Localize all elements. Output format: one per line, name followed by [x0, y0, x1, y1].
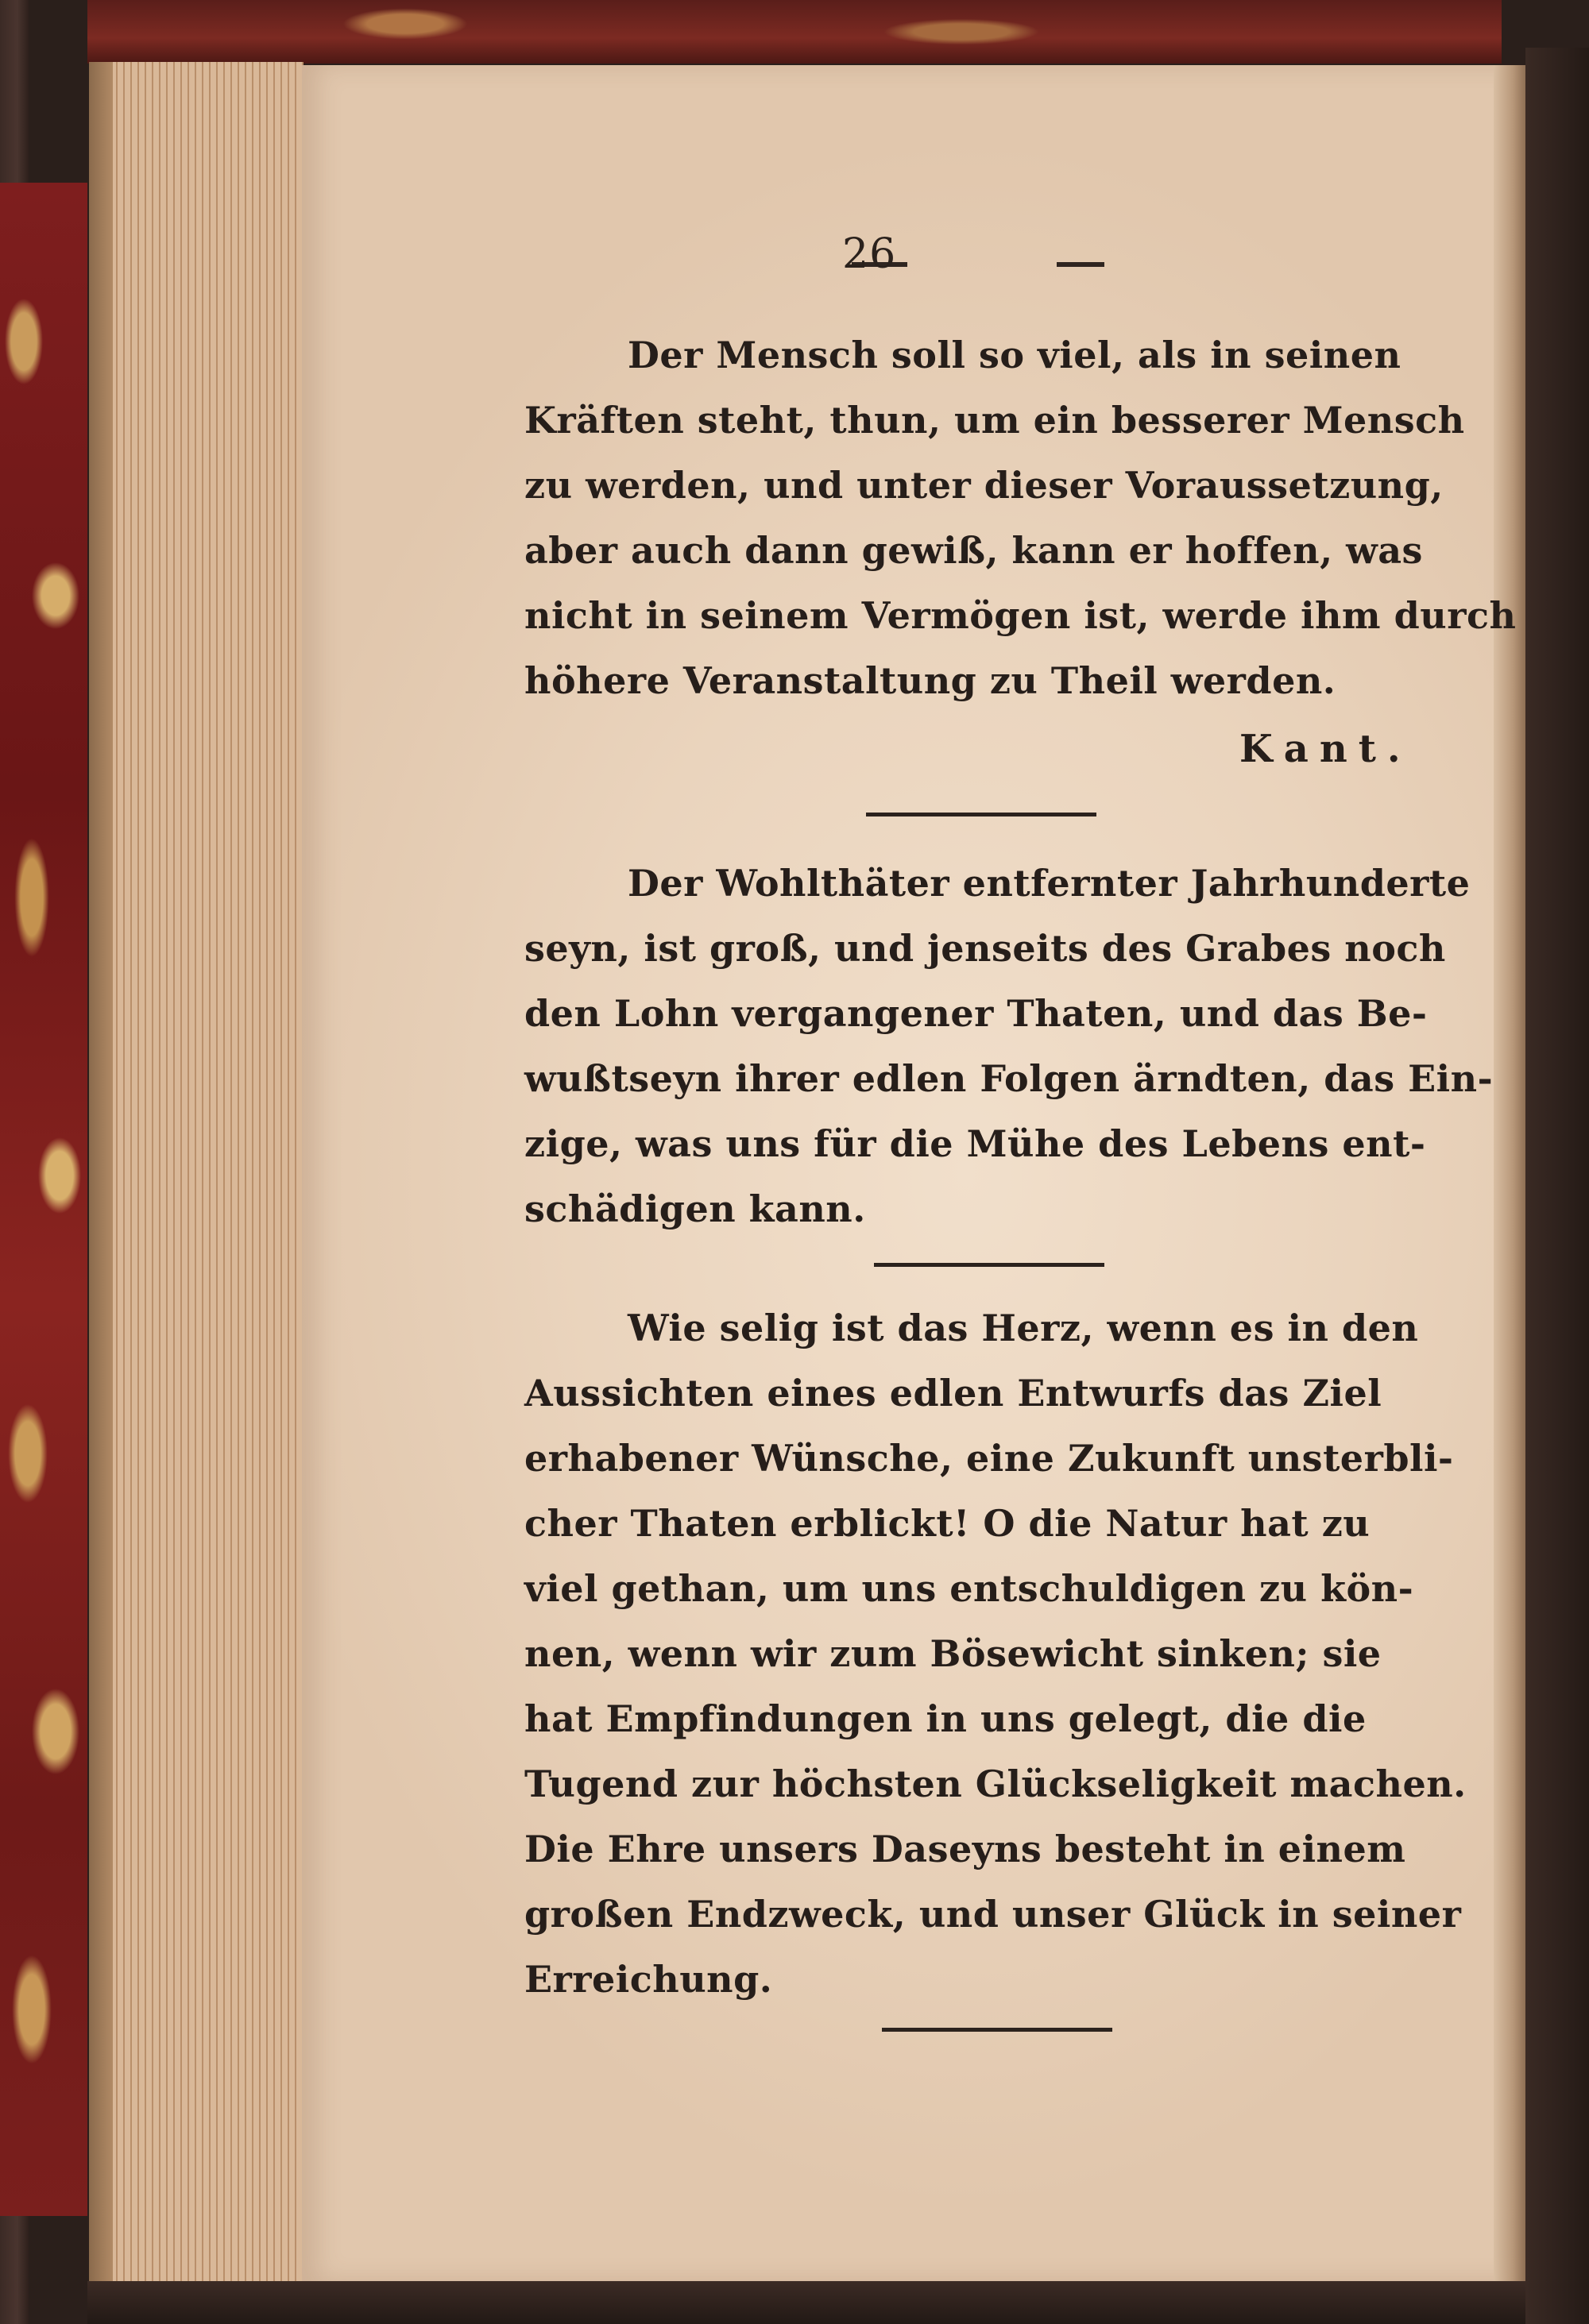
book-page: [302, 65, 1510, 2281]
section-divider: [874, 1263, 1104, 1267]
paragraph-line: schädigen kann.: [524, 1187, 866, 1230]
paragraph-line: Erreichung.: [524, 1958, 773, 2001]
paragraph-line: zige, was uns für die Mühe des Lebens ent-: [524, 1122, 1426, 1165]
section-divider: [866, 813, 1096, 816]
paragraph-line: Aussichten eines edlen Entwurfs das Ziel: [524, 1372, 1382, 1415]
paragraph-line: erhabener Wünsche, eine Zukunft unsterbli-: [524, 1437, 1454, 1480]
top-board-edge: [87, 0, 1502, 64]
paragraph-line: seyn, ist groß, und jenseits des Grabes noch: [524, 927, 1446, 970]
paragraph-line: nicht in seinem Vermögen ist, werde ihm durch: [524, 594, 1517, 637]
paragraph-line: cher Thaten erblickt! O die Natur hat zu: [524, 1502, 1371, 1545]
section-divider: [882, 2028, 1112, 2032]
paragraph-line: Wie selig ist das Herz, wenn es in den: [628, 1307, 1419, 1349]
paragraph-line: Die Ehre unsers Daseyns besteht in einem: [524, 1828, 1406, 1870]
paragraph-line: viel gethan, um uns entschuldigen zu kön-: [524, 1567, 1414, 1610]
paragraph-line: den Lohn vergangener Thaten, und das Be-: [524, 992, 1428, 1035]
bottom-board-edge: [87, 2281, 1589, 2324]
page-gutter: [1494, 65, 1525, 2281]
paragraph-line: höhere Veranstaltung zu Theil werden.: [524, 659, 1336, 702]
paragraph-line: hat Empfindungen in uns gelegt, die die: [524, 1697, 1367, 1740]
paragraph-line: Der Mensch soll so viel, als in seinen: [628, 334, 1401, 376]
attribution: Kant.: [1239, 727, 1412, 771]
paragraph-line: wußtseyn ihrer edlen Folgen ärndten, das Ein-: [524, 1057, 1494, 1100]
marbled-board: [0, 183, 87, 2216]
paragraph-line: Kräften steht, thun, um ein besserer Mensch: [524, 399, 1465, 442]
page-stack-shadow: [89, 62, 113, 2286]
paragraph-line: zu werden, und unter dieser Voraussetzung,: [524, 464, 1444, 507]
facing-page-edge: [1525, 48, 1589, 2324]
paragraph-line: großen Endzweck, und unser Glück in seiner: [524, 1893, 1462, 1936]
page-stack-edges: [89, 62, 303, 2286]
paragraph-line: aber auch dann gewiß, kann er hoffen, was: [524, 529, 1423, 572]
page-number-dash-right: [1057, 262, 1104, 267]
page-number: 26: [842, 230, 897, 278]
paragraph-line: Der Wohlthäter entfernter Jahrhunderte: [628, 862, 1471, 905]
paragraph-line: nen, wenn wir zum Bösewicht sinken; sie: [524, 1632, 1382, 1675]
paragraph-line: Tugend zur höchsten Glückseligkeit machen.: [524, 1762, 1467, 1805]
